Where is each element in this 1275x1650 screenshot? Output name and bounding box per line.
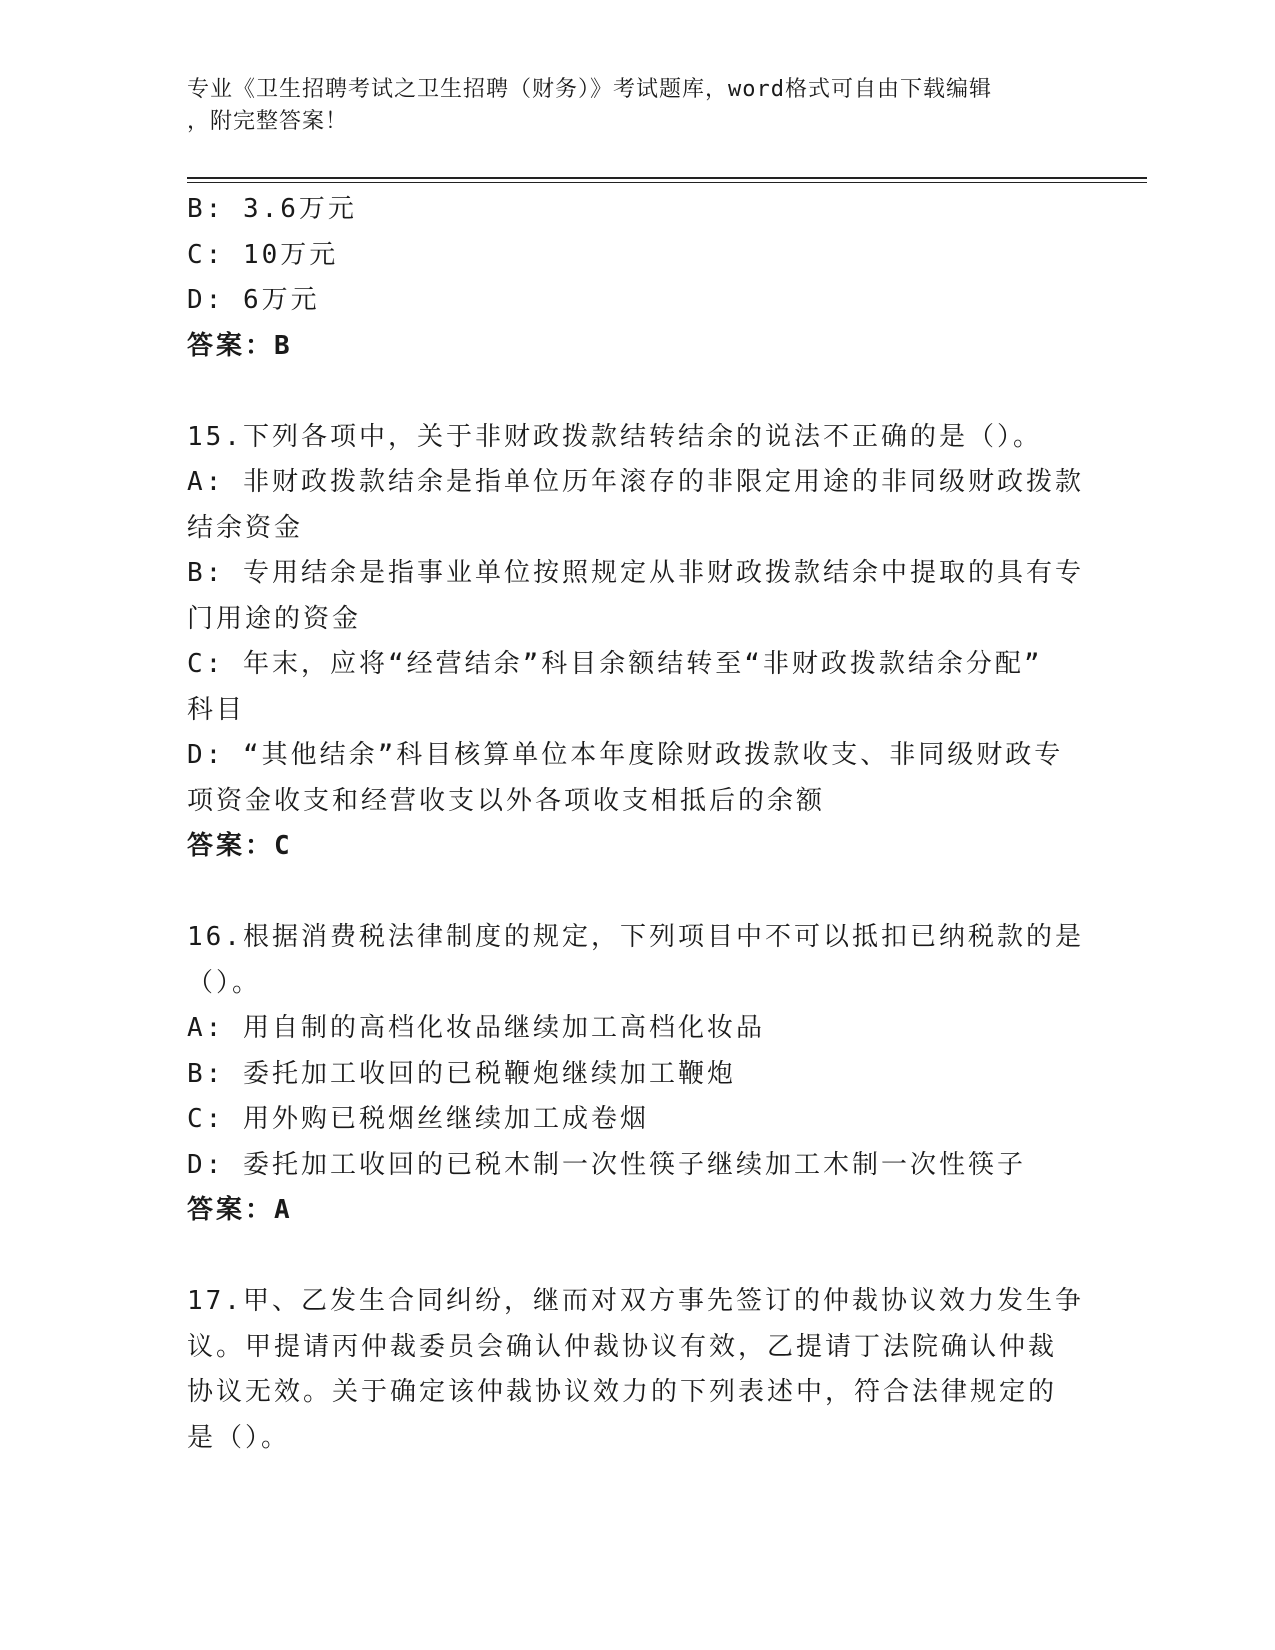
page-header xyxy=(187,74,1067,138)
option-a-cont: 结余资金 xyxy=(187,512,304,543)
question-16 xyxy=(187,915,1084,1234)
question-stem-cont: （）。 xyxy=(187,967,262,998)
option-c-cont: 科目 xyxy=(187,694,246,725)
option-d: D: 6万元 xyxy=(187,285,320,315)
spacer xyxy=(187,369,1077,415)
option-c: C: 年末，应将“经营结余”科目余额结转至“非财政拨款结余分配” xyxy=(187,649,1043,679)
option-b: B: 委托加工收回的已税鞭炮继续加工鞭炮 xyxy=(187,1058,736,1089)
question-stem: 17.甲、乙发生合同纠纷，继而对双方事先签订的仲裁协议效力发生争 xyxy=(187,1286,1084,1316)
question-stem-cont: 是（）。 xyxy=(187,1422,291,1453)
option-d: D: 委托加工收回的已税木制一次性筷子继续加工木制一次性筷子 xyxy=(187,1149,1026,1180)
option-d-cont: 项资金收支和经营收支以外各项收支相抵后的余额 xyxy=(187,785,826,816)
answer: 答案：B xyxy=(187,330,293,361)
question-15 xyxy=(187,415,1084,870)
header-line-1: 专业《卫生招聘考试之卫生招聘（财务）》考试题库，word格式可自由下载编辑 xyxy=(187,77,992,102)
answer: 答案：C xyxy=(187,831,293,861)
header-divider xyxy=(187,177,1147,183)
question-stem: 16.根据消费税法律制度的规定，下列项目中不可以抵扣已纳税款的是 xyxy=(187,922,1084,952)
question-list xyxy=(187,187,1084,1461)
option-c: C: 用外购已税烟丝继续加工成卷烟 xyxy=(187,1104,649,1134)
header-line-2: ，附完整答案！ xyxy=(187,109,349,134)
spacer xyxy=(187,1234,1077,1280)
question-stem-cont: 协议无效。关于确定该仲裁协议效力的下列表述中，符合法律规定的 xyxy=(187,1377,1058,1407)
option-a: A: 用自制的高档化妆品继续加工高档化妆品 xyxy=(187,1013,765,1043)
option-b-cont: 门用途的资金 xyxy=(187,603,362,634)
option-c: C: 10万元 xyxy=(187,239,339,270)
question-14-tail xyxy=(187,187,1077,369)
option-d: D: “其他结余”科目核算单位本年度除财政拨款收支、非同级财政专 xyxy=(187,740,1064,770)
option-a: A: 非财政拨款结余是指单位历年滚存的非限定用途的非同级财政拨款 xyxy=(187,467,1084,497)
spacer xyxy=(187,870,1077,916)
question-17 xyxy=(187,1279,1084,1461)
option-b: B: 专用结余是指事业单位按照规定从非财政拨款结余中提取的具有专 xyxy=(187,558,1084,588)
question-stem-cont: 议。甲提请丙仲裁委员会确认仲裁协议有效，乙提请丁法院确认仲裁 xyxy=(187,1331,1058,1362)
question-stem: 15.下列各项中，关于非财政拨款结转结余的说法不正确的是（）。 xyxy=(187,421,1042,452)
answer: 答案：A xyxy=(187,1195,293,1225)
option-b: B: 3.6万元 xyxy=(187,194,357,224)
